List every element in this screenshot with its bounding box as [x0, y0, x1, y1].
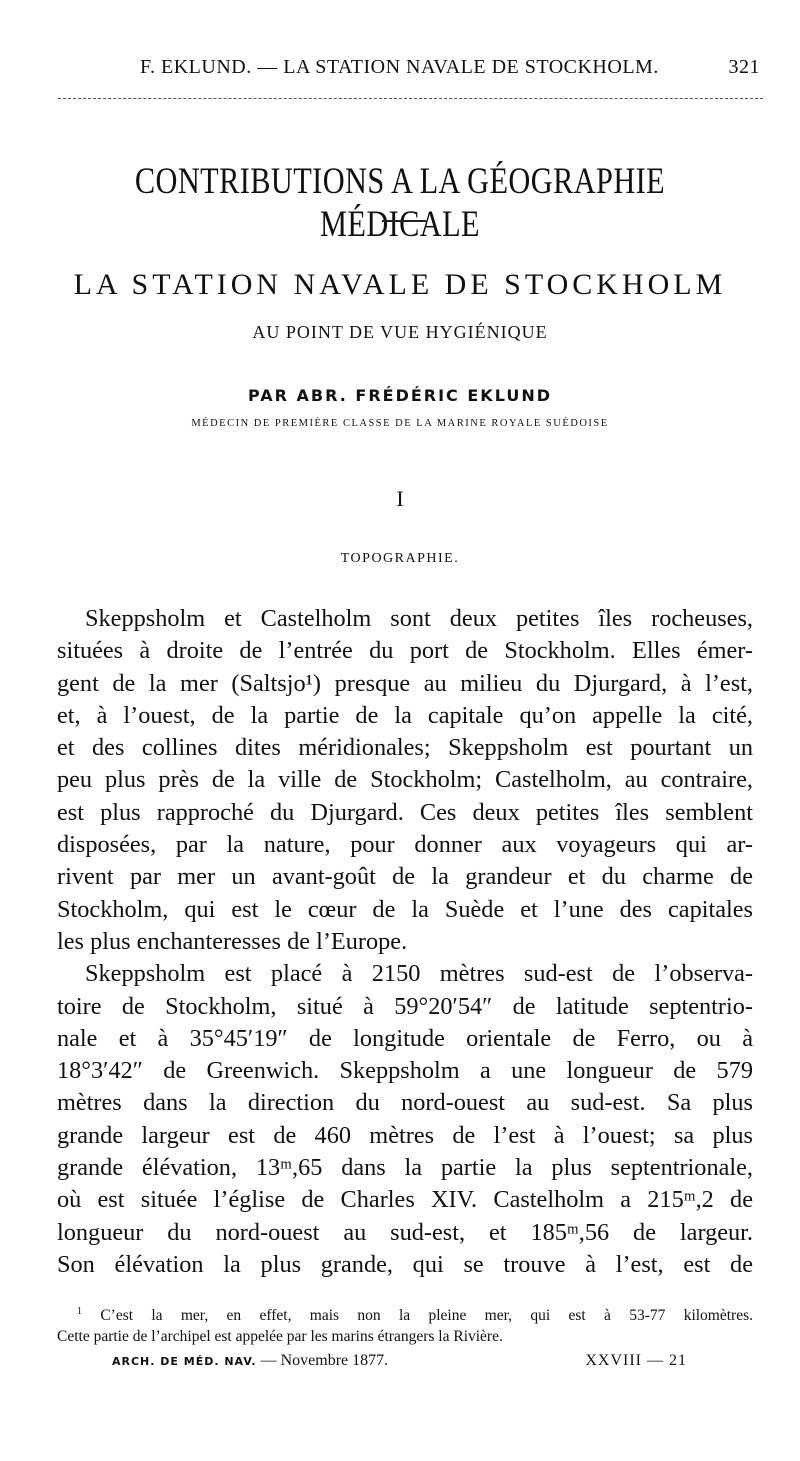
- footnote-marker: 1: [77, 1306, 82, 1317]
- author-name: PAR ABR. FRÉDÉRIC EKLUND: [248, 386, 552, 405]
- text-line: et des collines dites méridionales; Skeppsholm est pourtant un: [57, 734, 753, 762]
- text-line: est plus rapproché du Djurgard. Ces deux petites îles semblent: [57, 798, 753, 826]
- text-line: longueur du nord-ouest au sud-est, et 185ᵐ,56 de largeur.: [57, 1218, 753, 1246]
- text-line: situées à droite de l’entrée du port de Stockholm. Elles émer-: [57, 637, 753, 665]
- author-role: MÉDECIN DE PREMIÈRE CLASSE DE LA MARINE ROYALE SUÉDOISE: [191, 418, 609, 429]
- footnote-line: [57, 1301, 753, 1326]
- footnote-line: Cette partie de l’archipel est appelée par les marins étrangers la Rivière.: [57, 1328, 503, 1346]
- text-line: mètres dans la direction du nord-ouest au sud-est. Sa plus: [57, 1089, 753, 1117]
- header-rule: [58, 98, 763, 99]
- footer-date: — Novembre 1877.: [260, 1352, 389, 1369]
- text-line: toire de Stockholm, situé à 59°20′54″ de latitude septentrio-: [57, 992, 753, 1020]
- article-subtitle: AU POINT DE VUE HYGIÉNIQUE: [252, 322, 548, 342]
- journal-abbreviation: ARCH. DE MÉD. NAV.: [112, 1355, 257, 1368]
- footer-journal: [112, 1352, 388, 1370]
- running-head: [140, 56, 760, 86]
- paragraph-1: [57, 603, 753, 958]
- section-number: I: [396, 486, 404, 511]
- text-line: Skeppsholm est placé à 2150 mètres sud-est de l’observa-: [85, 960, 753, 988]
- text-line: où est située l’église de Charles XIV. Castelholm a 215ᵐ,2 de: [57, 1186, 753, 1214]
- text-line: 18°3′42″ de Greenwich. Skeppsholm a une longueur de 579: [57, 1057, 753, 1085]
- text-line: Skeppsholm et Castelholm sont deux petites îles rocheuses,: [85, 605, 753, 632]
- signature-mark: XXVIII — 21: [585, 1352, 687, 1369]
- article-title: LA STATION NAVALE DE STOCKHOLM: [73, 268, 727, 301]
- series-title: CONTRIBUTIONS A LA GÉOGRAPHIE MÉDICALE: [134, 161, 666, 245]
- text-line: les plus enchanteresses de l’Europe.: [57, 927, 408, 955]
- text-line: disposées, par la nature, pour donner aux voyageurs qui ar-: [57, 831, 753, 859]
- page-number: 321: [728, 56, 760, 78]
- section-title: TOPOGRAPHIE.: [340, 551, 460, 566]
- paragraph-2: [57, 958, 753, 1281]
- page-footer: [112, 1352, 687, 1376]
- text-line: Stockholm, qui est le cœur de la Suède et l’une des capitales: [57, 895, 753, 923]
- footnote-text: C’est la mer, en effet, mais non la pleine mer, qui est à 53-77 kilomètres.: [100, 1307, 753, 1325]
- text-line: gent de la mer (Saltsjo¹) presque au milieu du Djurgard, à l’est,: [57, 669, 753, 697]
- text-line: et, à l’ouest, de la partie de la capitale qu’on appelle la cité,: [57, 701, 753, 729]
- title-separator: [382, 220, 426, 222]
- footnote: [57, 1301, 753, 1347]
- text-line: Son élévation la plus grande, qui se trouve à l’est, est de: [57, 1250, 753, 1278]
- text-line: peu plus près de la ville de Stockholm; Castelholm, au contraire,: [57, 766, 753, 794]
- text-line: rivent par mer un avant-goût de la grandeur et du charme de: [57, 863, 753, 891]
- text-line: grande élévation, 13ᵐ,65 dans la partie la plus septentrionale,: [57, 1154, 753, 1182]
- body-text: [57, 603, 753, 1281]
- running-head-title: F. EKLUND. — LA STATION NAVALE DE STOCKHOLM.: [140, 56, 659, 78]
- text-line: grande largeur est de 460 mètres de l’est à l’ouest; sa plus: [57, 1121, 753, 1149]
- text-line: nale et à 35°45′19″ de longitude orientale de Ferro, ou à: [57, 1024, 753, 1052]
